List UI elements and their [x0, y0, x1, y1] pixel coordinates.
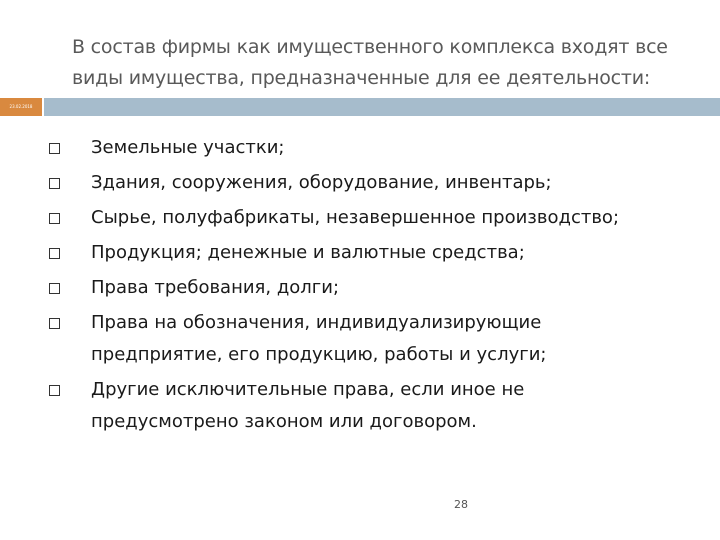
slide-title — [72, 32, 692, 94]
list-item-text: Земельные участки; — [91, 137, 285, 158]
list-item — [44, 307, 664, 371]
square-bullet-icon — [49, 283, 60, 294]
title-divider-bar — [44, 98, 720, 116]
list-item — [44, 272, 664, 304]
list-item-text: Другие исключительные права, если иное не предусмотрено законом или договором. — [91, 379, 525, 432]
list-item-text: Права требования, долги; — [91, 277, 340, 298]
square-bullet-icon — [49, 143, 60, 154]
slide-title-line-2: виды имущества, предназначенные для ее деятельности: — [72, 67, 651, 89]
list-item-text: Сырье, полуфабрикаты, незавершенное производство; — [91, 207, 620, 228]
list-item-text: Здания, сооружения, оборудование, инвентарь; — [91, 172, 552, 193]
square-bullet-icon — [49, 318, 60, 329]
list-item — [44, 202, 664, 234]
date-tab: 23.02.2018 — [0, 98, 42, 116]
list-item — [44, 374, 664, 438]
square-bullet-icon — [49, 178, 60, 189]
slide-title-line-1: В состав фирмы как имущественного комплекса входят все — [72, 36, 668, 58]
page-number: 28 — [454, 498, 468, 511]
list-item — [44, 132, 664, 164]
square-bullet-icon — [49, 213, 60, 224]
list-item-text: Продукция; денежные и валютные средства; — [91, 242, 525, 263]
list-item — [44, 167, 664, 199]
list-item-text: Права на обозначения, индивидуализирующие предприятие, его продукцию, работы и услуги; — [91, 312, 547, 365]
list-item — [44, 237, 664, 269]
bullet-list — [44, 132, 664, 441]
square-bullet-icon — [49, 385, 60, 396]
square-bullet-icon — [49, 248, 60, 259]
